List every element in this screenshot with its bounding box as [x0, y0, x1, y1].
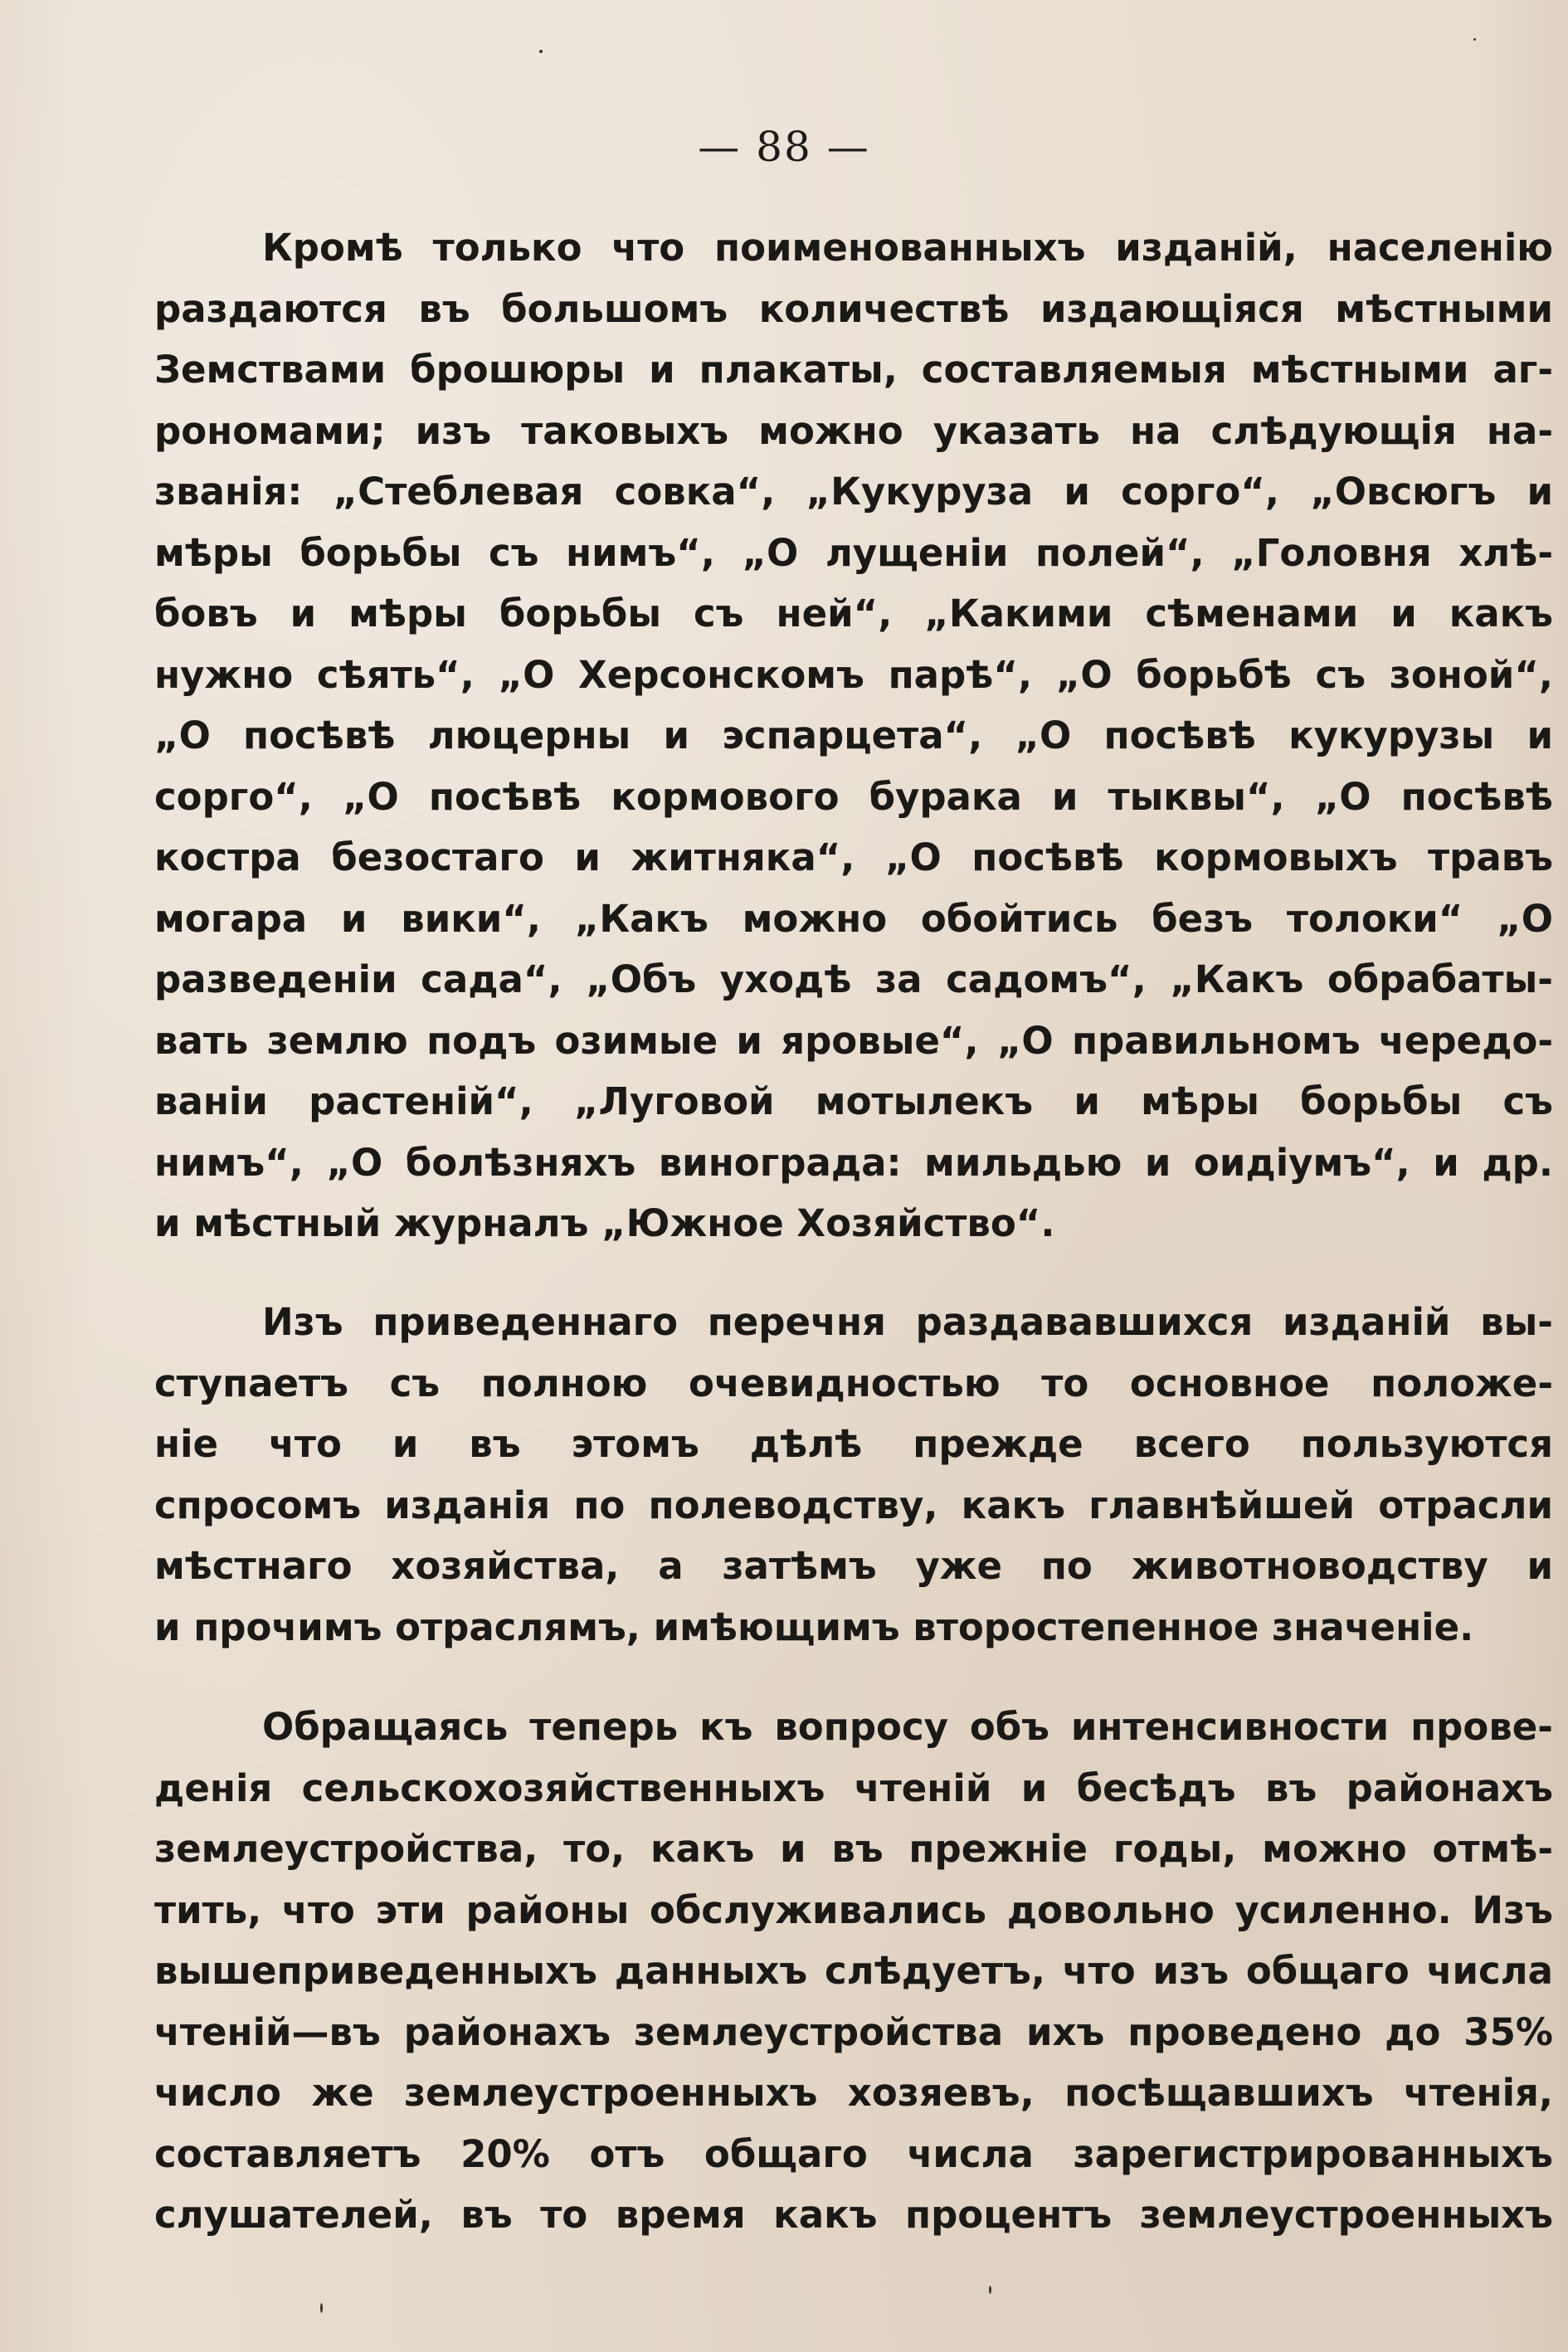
text-line: вать землю подъ озимые и яровые“, „О правильномъ чередо- — [154, 1018, 1553, 1063]
text-line: бовъ и мѣры борьбы съ ней“, „Какими сѣменами и какъ — [154, 592, 1553, 635]
text-line: рономами; изъ таковыхъ можно указать на слѣдующія на- — [154, 408, 1553, 453]
text-line: Кромѣ только что поименованныхъ изданій, населенію — [262, 226, 1553, 270]
text-line: ступаетъ съ полною очевидностью то основное положе- — [154, 1361, 1553, 1405]
text-line: мѣры борьбы съ нимъ“, „О лущеніи полей“, „Головня хлѣ- — [154, 530, 1553, 575]
text-line: нужно сѣять“, „О Херсонскомъ парѣ“, „О борьбѣ съ зоной“, — [154, 652, 1553, 697]
text-line: чтеній—въ районахъ землеустройства ихъ проведено до 35% — [154, 2009, 1553, 2054]
paragraph-1 — [154, 217, 1553, 1254]
text-line: ваніи растеній“, „Луговой мотылекъ и мѣры борьбы съ — [154, 1079, 1553, 1123]
text-line: Земствами брошюры и плакаты, составляемыя мѣстными аг- — [154, 348, 1553, 392]
text-line: „О посѣвѣ люцерны и эспарцета“, „О посѣвѣ кукурузы и — [154, 713, 1553, 757]
text-line: тить, что эти районы обслуживались довольно усиленно. Изъ — [154, 1887, 1553, 1932]
text-line: Обращаясь теперь къ вопросу объ интенсивности прове- — [262, 1705, 1553, 1749]
text-line: число же землеустроенныхъ хозяевъ, посѣщавшихъ чтенія, — [154, 2071, 1553, 2115]
paragraph-2 — [154, 1292, 1553, 1658]
text-line: составляетъ 20% отъ общаго числа зарегистрированныхъ — [154, 2131, 1553, 2176]
paper-speck — [539, 50, 543, 53]
text-line: землеустройства, то, какъ и въ прежніе годы, можно отмѣ- — [154, 1827, 1553, 1871]
text-line: Изъ приведеннаго перечня раздававшихся изданій вы- — [262, 1300, 1553, 1344]
text-line: сорго“, „О посѣвѣ кормового бурака и тыквы“, „О посѣвѣ — [154, 774, 1553, 819]
text-line: нимъ“, „О болѣзняхъ винограда: мильдью и оидіумъ“, и др. — [154, 1140, 1553, 1185]
text-line: могара и вики“, „Какъ можно обойтись безъ толоки“ „О — [154, 896, 1553, 941]
text-line: ніе что и въ этомъ дѣлѣ прежде всего пользуются — [154, 1422, 1553, 1466]
text-line: разведеніи сада“, „Объ уходѣ за садомъ“, „Какъ обрабаты- — [154, 957, 1553, 1001]
text-line: спросомъ изданія по полеводству, какъ главнѣйшей отрасли — [154, 1483, 1553, 1527]
paper-speck — [989, 2286, 991, 2294]
paper-speck — [320, 2303, 323, 2313]
paper-speck — [1473, 38, 1476, 41]
text-line: костра безостаго и житняка“, „О посѣвѣ кормовыхъ травъ — [154, 835, 1553, 879]
text-line: слушателей, въ то время какъ процентъ землеустроенныхъ — [154, 2193, 1553, 2237]
paragraph-3 — [154, 1697, 1553, 2246]
text-line: вышеприведенныхъ данныхъ слѣдуетъ, что изъ общаго числа — [154, 1949, 1553, 1993]
page-number: — 88 — — [698, 123, 870, 171]
text-line: мѣстнаго хозяйства, а затѣмъ уже по животноводству и — [154, 1544, 1553, 1588]
text-line: денія сельскохозяйственныхъ чтеній и бесѣдъ въ районахъ — [154, 1765, 1553, 1810]
text-line: званія: „Стеблевая совка“, „Кукуруза и сорго“, „Овсюгъ и — [154, 470, 1553, 514]
text-line: и прочимъ отраслямъ, имѣющимъ второстепенное значеніе. — [154, 1605, 1474, 1649]
text-line: раздаются въ большомъ количествѣ издающіяся мѣстными — [154, 286, 1553, 331]
text-line: и мѣстный журналъ „Южное Хозяйство“. — [154, 1201, 1055, 1245]
